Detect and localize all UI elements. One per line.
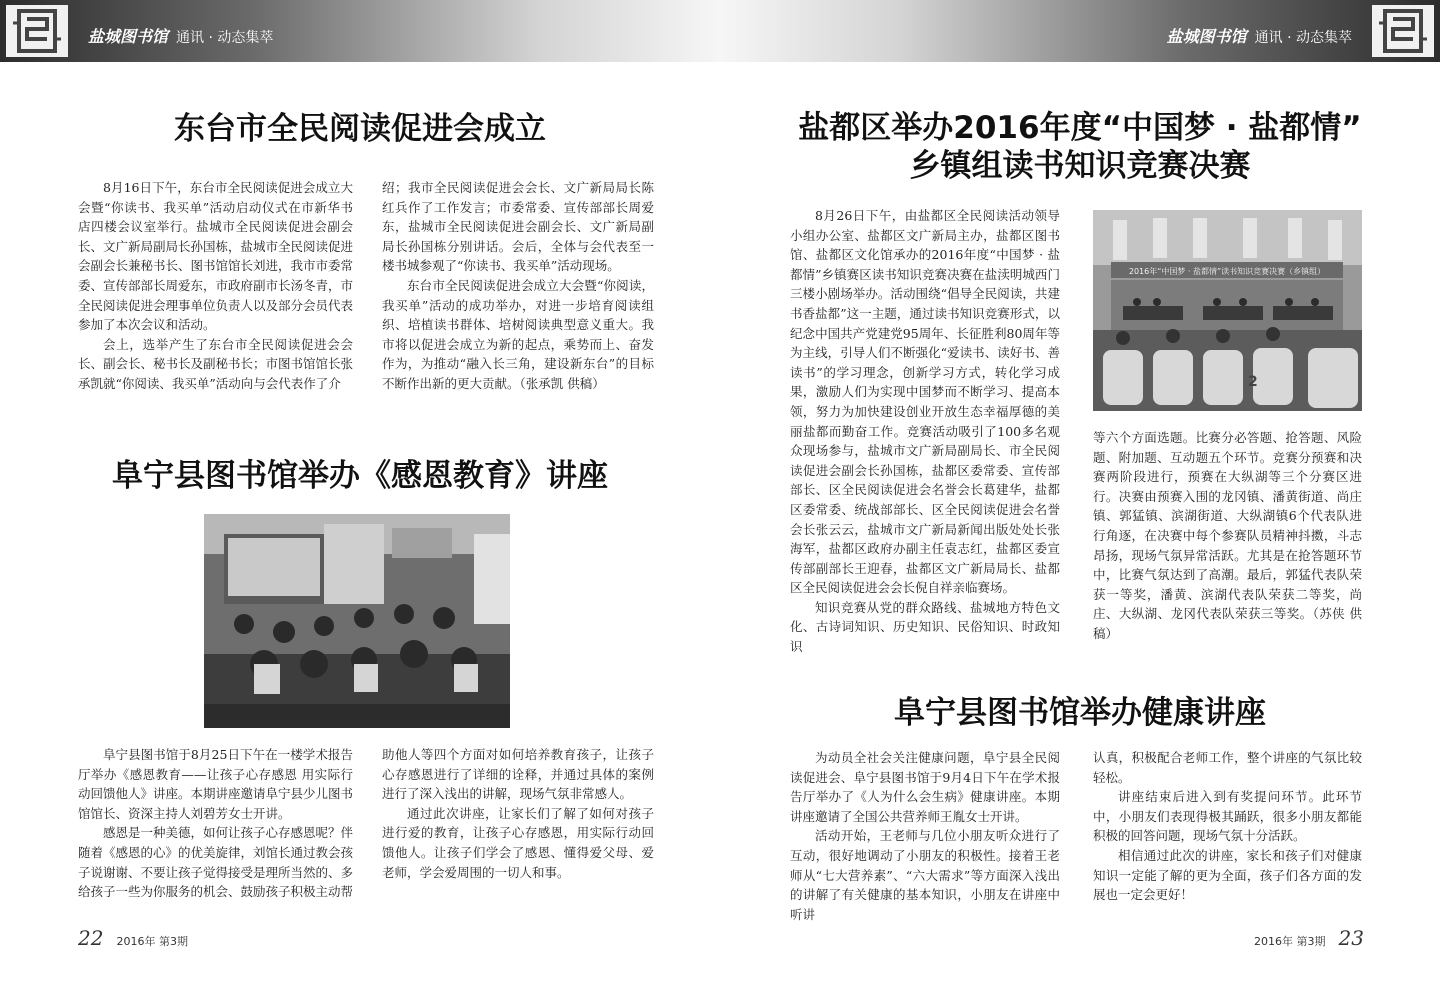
paragraph: 感恩是一种美德，如何让孩子心存感恩呢？伴随着《感恩的心》的优美旋律，刘馆长通过教会孩子说谢谢、不要让孩子觉得接受是理所当然的、多给孩子一些为你服务的机会、鼓励孩子积极主动帮 (78, 825, 354, 900)
paragraph: 绍；我市全民阅读促进会会长、文广新局局长陈红兵作了工作发言；市委常委、宣传部部长周爱东，盐城市全民阅读促进会副会长、文广新局副局长孙国栋分别讲话。会后，全体与会代表至一楼书城参观了“你读书、我买单”活动现场。 (382, 180, 654, 274)
article-title: 阜宁县图书馆举办健康讲座 (894, 695, 1266, 731)
article-column (382, 745, 654, 882)
paragraph: 等六个方面选题。比赛分必答题、抢答题、风险题、附加题、互动题五个环节。竞赛分预赛和决赛两阶段进行，预赛在大纵湖等三个分赛区进行。决赛由预赛入围的龙冈镇、潘黄街道、尚庄镇、郭猛镇、滨湖街道、大纵湖镇6个代表队进行角逐，在决赛中每个参赛队员精神抖擞，斗志昂扬，现场气氛异常活跃。尤其是在抢答题环节中，比赛气氛达到了高潮。最后，郭猛代表队荣获一等奖，潘黄、滨湖代表队荣获二等奖，尚庄、大纵湖、龙冈代表队荣获三等奖。（苏侠 供稿） (1093, 430, 1362, 641)
svg-text:2: 2 (1248, 374, 1258, 390)
page-footer (1254, 926, 1364, 950)
right-page (720, 0, 1440, 983)
paragraph: 活动开始，王老师与几位小朋友听众进行了互动，很好地调动了小朋友的积极性。接着王老师从“七大营养素”、“六大需求”等方面深入浅出的讲解了有关健康的基本知识，小朋友在讲座中听讲 (790, 828, 1060, 922)
library-seal-icon (1372, 5, 1434, 57)
issue-label: 2016年 第3期 (1253, 935, 1326, 948)
article-title-line1: 盐都区举办2016年度“中国梦 · 盐都情” (798, 110, 1362, 146)
library-seal-icon (6, 5, 68, 57)
article-title: 东台市全民阅读促进会成立 (174, 111, 546, 147)
issue-label: 2016年 第3期 (116, 935, 189, 948)
contest-photo (1093, 210, 1362, 411)
paragraph: 东台市全民阅读促进会成立大会暨“你阅读，我买单”活动的成功举办，对进一步培育阅读组织、培植读书群体、培树阅读典型意义重大。我市将以促进会成立为新的起点，乘势而上、奋发作为，为推动“融入长三角，建设新东台”的目标不断作出新的更大贡献。（张承凯 供稿） (382, 277, 654, 391)
page-header (0, 0, 720, 62)
page-number: 22 (78, 926, 104, 950)
article-column (790, 206, 1060, 657)
article-title-line2: 乡镇组读书知识竞赛决赛 (909, 148, 1251, 184)
section-name: 通讯 · 动态集萃 (176, 30, 274, 46)
article-column (1093, 428, 1362, 644)
page-header (720, 0, 1440, 62)
paragraph: 会上，选举产生了东台市全民阅读促进会会长、副会长、秘书长及副秘书长；市图书馆馆长张承凯就“你阅读、我买单”活动向与会代表作了介 (78, 336, 354, 391)
page-number: 23 (1338, 926, 1364, 950)
paragraph: 知识竞赛从党的群众路线、盐城地方特色文化、古诗词知识、历史知识、民俗知识、时政知识 (790, 599, 1060, 655)
paragraph: 8月26日下午，由盐都区全民阅读活动领导小组办公室、盐都区文广新局主办，盐都区图书馆、盐都区文化馆承办的2016年度“中国梦 · 盐都情”乡镇赛区读书知识竞赛决赛在盐渎明城西门三楼小剧场举办。活动围绕“倡导全民阅读，共建书香盐都”这一主题，通过读书知识竞赛形式，以纪念中国共产党建党95周年、长征胜利80周年等为主线，引导人们不断强化“爱读书、读好书、善读书”的学习理念，创新学习方式，转化学习成果，激励人们为实现中国梦而不断学习、提高本领，努力为加快建设创业开放生态幸福厚德的美丽盐都而勤奋工作。竞赛活动吸引了100多名观众现场参与，盐城市文广新局副局长、市全民阅读促进会副会长孙国栋，盐都区委常委、宣传部部长、区全民阅读促进会名誉会长葛建华，盐都区委常委、统战部部长、区全民阅读促进会名誉会长张云云，盐城市文广新局新闻出版处处长张海军，盐都区政府办副主任袁志红，盐都区委宣传部副部长王迎春，盐都区文广新局局长、盐都区全民阅读促进会会长倪自祥亲临赛场。 (790, 208, 1060, 596)
paragraph: 通过此次讲座，让家长们了解了如何对孩子进行爱的教育，让孩子心存感恩，用实际行动回馈他人。让孩子们学会了感恩、懂得爱父母、爱老师，学会爱周围的一切人和事。 (382, 805, 654, 880)
library-name: 盐城图书馆 (88, 27, 169, 46)
library-name: 盐城图书馆 (1166, 27, 1247, 46)
article-column (1093, 748, 1362, 905)
paragraph: 为动员全社会关注健康问题，阜宁县全民阅读促进会、阜宁县图书馆于9月4日下午在学术报告厅举办了《人为什么会生病》健康讲座。本期讲座邀请了全国公共营养师王胤女士开讲。 (790, 750, 1060, 824)
lecture-photo (204, 514, 510, 728)
paragraph: 阜宁县图书馆于8月25日下午在一楼学术报告厅举办《感恩教育——让孩子心存感恩 用实际行动回馈他人》讲座。本期讲座邀请阜宁县少儿图书馆馆长、资深主持人刘碧芳女士开讲。 (78, 747, 354, 821)
contest-photo-banner: 2016年“中国梦 · 盐都情”读书知识竞赛决赛（乡镇组） (1128, 267, 1326, 276)
section-name: 通讯 · 动态集萃 (1254, 30, 1352, 46)
article-column (790, 748, 1060, 924)
page-footer (78, 926, 188, 950)
paragraph: 认真，积极配合老师工作，整个讲座的气氛比较轻松。 (1093, 750, 1362, 785)
paragraph: 助他人等四个方面对如何培养教育孩子，让孩子心存感恩进行了详细的诠释，并通过具体的案例进行了深入浅出的讲解，现场气氛非常感人。 (382, 747, 654, 802)
masthead-title (88, 24, 273, 47)
paragraph: 讲座结束后进入到有奖提问环节。此环节中，小朋友们表现得极其踊跃，很多小朋友都能积极的回答问题，现场气氛十分活跃。 (1093, 789, 1362, 844)
paragraph: 8月16日下午，东台市全民阅读促进会成立大会暨“你读书、我买单”活动启动仪式在市新华书店四楼会议室举行。盐城市全民阅读促进会副会长、文广新局副局长孙国栋，盐城市全民阅读促进会副会长兼秘书长、图书馆馆长刘进，我市市委常委、宣传部部长周爱东，市政府副市长汤冬青，市全民阅读促进会理事单位负责人以及部分会员代表参加了本次会议和活动。 (78, 180, 354, 333)
article-column (78, 178, 353, 394)
masthead-title (1167, 24, 1352, 47)
article-column (78, 745, 353, 902)
article-column (382, 178, 654, 394)
article-title: 阜宁县图书馆举办《感恩教育》讲座 (112, 458, 608, 494)
paragraph: 相信通过此次的讲座，家长和孩子们对健康知识一定能了解的更为全面，孩子们各方面的发展也一定会更好！ (1093, 847, 1362, 903)
